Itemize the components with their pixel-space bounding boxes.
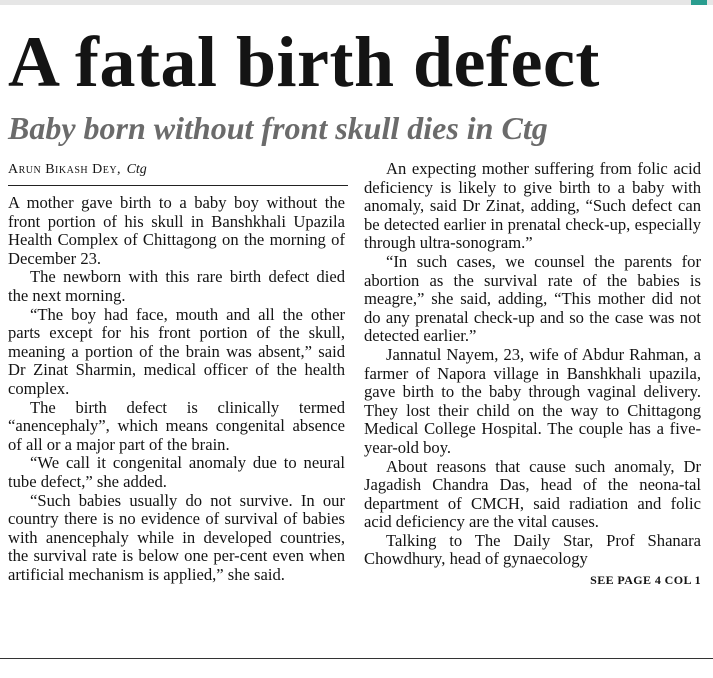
paragraph: “The boy had face, mouth and all the other parts except for his front portion of the skull, meaning a portion of the brain was absent,” said Dr Zinat Sharmin, medical officer of the health complex. — [8, 304, 345, 398]
headline: A fatal birth defect — [8, 22, 600, 102]
paragraph: “Such babies usually do not survive. In our country there is no evidence of survival of babies with anencephaly while in developed countries, the survival rate is below one per-cent even when artificial mechanism is applied,” she said. — [8, 490, 345, 584]
paragraph: Talking to The Daily Star, Prof Shanara Chowdhury, head of gynaecology — [364, 530, 701, 569]
top-strip — [0, 0, 713, 5]
paragraph: The birth defect is clinically termed “anencephaly”, which means congenital absence of all or a major part of the brain. — [8, 397, 345, 454]
top-accent-mark — [691, 0, 707, 5]
paragraph: A mother gave birth to a baby boy without the front portion of his skull in Banshkhali Upazila Health Complex of Chittagong on the morning of December 23. — [8, 193, 345, 268]
byline-location: Ctg — [126, 162, 147, 177]
continuation-link[interactable]: SEE PAGE 4 COL 1 — [590, 573, 701, 588]
paragraph: An expecting mother suffering from folic acid deficiency is likely to give birth to a baby with anomaly, said Dr Zinat, adding, “Such defect can be detected earlier in prenatal check-up, especially through ultra-sonogram.” — [364, 159, 701, 253]
paragraph: About reasons that cause such anomaly, Dr Jagadish Chandra Das, head of the neona-tal department of CMCH, said radiation and folic acid deficiency are the vital causes. — [364, 456, 701, 532]
paragraph: Jannatul Nayem, 23, wife of Abdur Rahman, a farmer of Napora village in Banshkhali upazila, gave birth to the baby through vaginal delivery. They lost their child on the way to Chittagong Medical College Hospital. The couple has a five-year-old boy. — [364, 344, 701, 457]
byline-author: Arun Bikash Dey, — [8, 162, 122, 177]
bottom-rule — [0, 658, 713, 659]
subheadline: Baby born without front skull dies in Ctg — [8, 110, 548, 146]
paragraph: “In such cases, we counsel the parents for abortion as the survival rate of the babies is meagre,” she said, adding, “This mother did not do any prenatal check-up and so the case was not detected earlier.” — [364, 251, 701, 346]
paragraph: The newborn with this rare birth defect died the next morning. — [8, 267, 345, 305]
article-column-left — [8, 194, 345, 584]
byline-rule — [8, 185, 348, 186]
paragraph: “We call it congenital anomaly due to neural tube defect,” she added. — [8, 453, 345, 491]
byline — [8, 160, 348, 180]
article-column-right — [364, 160, 701, 590]
